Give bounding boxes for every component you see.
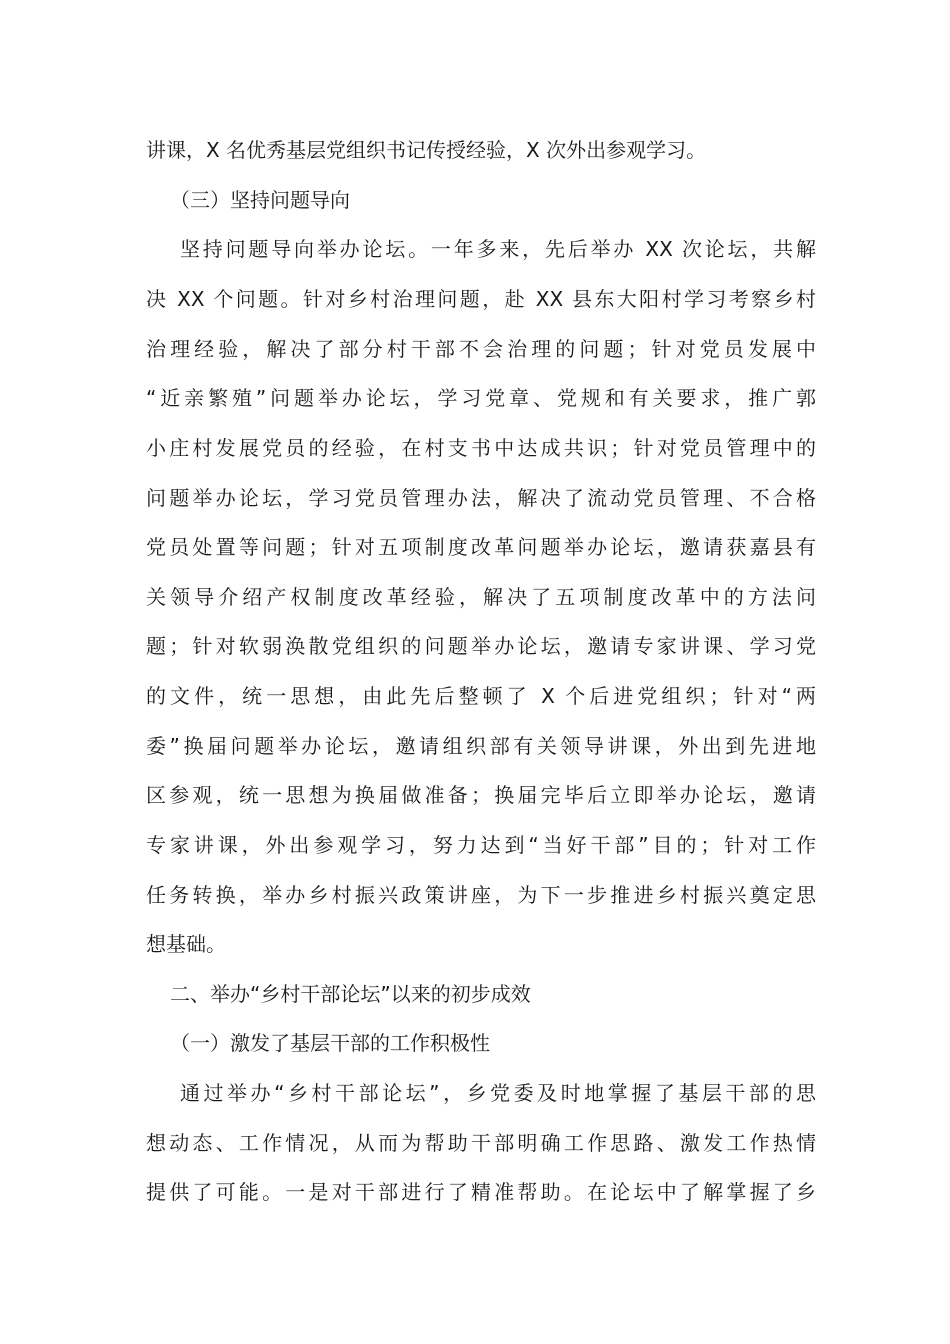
section-heading: 二、举办“乡村干部论坛”以来的初步成效 <box>170 982 531 1006</box>
text-line: 小庄村发展党员的经验，在村支书中达成共识；针对党员管理中的 <box>146 436 816 460</box>
section-subheading: （一）激发了基层干部的工作积极性 <box>170 1031 490 1055</box>
text-line: 想动态、工作情况，从而为帮助干部明确工作思路、激发工作热情 <box>146 1131 816 1155</box>
paragraph-first-line: 通过举办“乡村干部论坛”，乡党委及时地掌握了基层干部的思 <box>180 1081 816 1105</box>
text-line: 专家讲课，外出参观学习，努力达到“当好干部”目的；针对工作 <box>146 833 816 857</box>
text-line: “近亲繁殖”问题举办论坛，学习党章、党规和有关要求，推广郭 <box>146 386 816 410</box>
text-line: 的文件，统一思想，由此先后整顿了 X 个后进党组织；针对“两 <box>146 684 816 708</box>
text-line: 委”换届问题举办论坛，邀请组织部有关领导讲课，外出到先进地 <box>146 734 816 758</box>
text-line: 想基础。 <box>146 932 226 956</box>
text-line: 治理经验，解决了部分村干部不会治理的问题；针对党员发展中 <box>146 337 816 361</box>
text-line: 讲课，X 名优秀基层党组织书记传授经验，X 次外出参观学习。 <box>146 138 707 162</box>
paragraph-first-line: 坚持问题导向举办论坛。一年多来，先后举办 XX 次论坛，共解 <box>180 237 816 261</box>
section-subheading: （三）坚持问题导向 <box>170 188 350 212</box>
text-line: 提供了可能。一是对干部进行了精准帮助。在论坛中了解掌握了乡 <box>146 1180 816 1204</box>
text-line: 党员处置等问题；针对五项制度改革问题举办论坛，邀请获嘉县有 <box>146 535 816 559</box>
text-line: 决 XX 个问题。针对乡村治理问题，赴 XX 县东大阳村学习考察乡村 <box>146 287 816 311</box>
text-line: 任务转换，举办乡村振兴政策讲座，为下一步推进乡村振兴奠定思 <box>146 883 816 907</box>
text-line: 区参观，统一思想为换届做准备；换届完毕后立即举办论坛，邀请 <box>146 783 816 807</box>
text-line: 题；针对软弱涣散党组织的问题举办论坛，邀请专家讲课、学习党 <box>146 634 816 658</box>
text-line: 问题举办论坛，学习党员管理办法，解决了流动党员管理、不合格 <box>146 486 816 510</box>
text-line: 关领导介绍产权制度改革经验，解决了五项制度改革中的方法问 <box>146 585 816 609</box>
